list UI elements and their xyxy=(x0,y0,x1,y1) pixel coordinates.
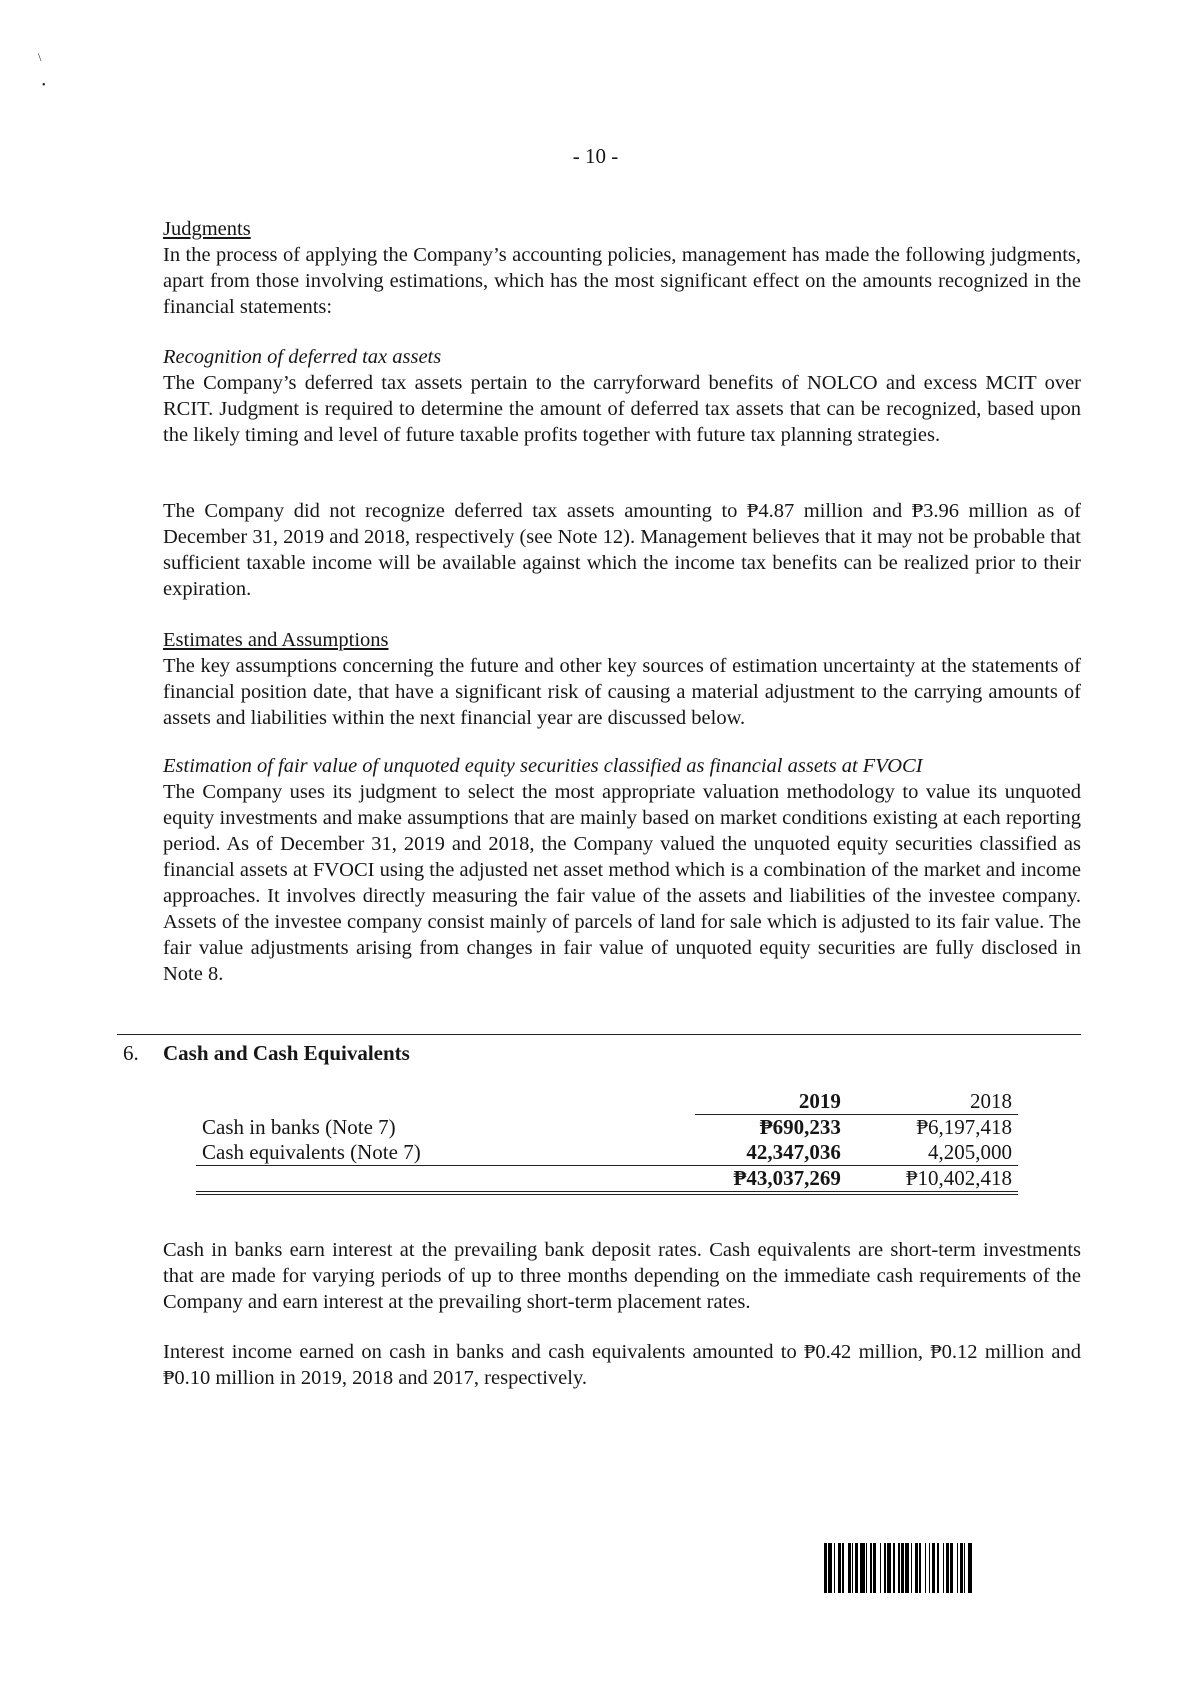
barcode-bar xyxy=(866,1543,867,1593)
section-divider xyxy=(117,1034,1081,1035)
fair-value-section xyxy=(163,753,1081,987)
barcode-bar xyxy=(838,1543,841,1593)
barcode-bar xyxy=(901,1543,904,1593)
barcode-bar xyxy=(884,1543,885,1593)
deferred-tax-paragraph-2: The Company did not recognize deferred tax assets amounting to ₱4.87 million and ₱3.96 million as of December 31, 2019 and 2018, respectively (see Note 12). Management believes that it may not be probable that sufficient taxable income will be available against which the income tax benefits can be realized prior to their expiration. xyxy=(163,500,1081,600)
barcode-bar xyxy=(848,1543,851,1593)
barcode-bar xyxy=(887,1543,891,1593)
barcode-bar xyxy=(880,1543,881,1593)
row-value-2019: 42,347,036 xyxy=(695,1140,846,1166)
section-6-heading xyxy=(123,1040,410,1066)
barcode xyxy=(824,1543,1084,1593)
judgments-intro: In the process of applying the Company’s accounting policies, management has made the following judgments, apart from those involving estimations, which has the most significant effect on the amounts recognized in the financial statements: xyxy=(163,244,1081,318)
barcode-bar xyxy=(950,1543,953,1593)
estimates-heading: Estimates and Assumptions xyxy=(163,629,389,651)
page-number: - 10 - xyxy=(572,144,619,168)
barcode-bar xyxy=(842,1543,843,1593)
deferred-tax-section xyxy=(163,344,1081,448)
fair-value-paragraph: The Company uses its judgment to select the most appropriate valuation methodology to value its unquoted equity investments and make assumptions that are mainly based on market conditions existing at each reporting period. As of December 31, 2019 and 2018, the Company valued the unquoted equity securities classified as financial assets at FVOCI using the adjusted net asset method which is a combination of the market and income approaches. It involves directly measuring the fair value of the assets and liabilities of the investee company. Assets of the investee company consist mainly of parcels of land for sale which is adjusted to its fair value. The fair value adjustments arising from changes in fair value of unquoted equity securities are fully disclosed in Note 8. xyxy=(163,781,1081,985)
barcode-bar xyxy=(893,1543,896,1593)
barcode-bar xyxy=(855,1543,858,1593)
table-row xyxy=(196,1115,1018,1141)
deferred-tax-paragraph-1: The Company’s deferred tax assets pertain to the carryforward benefits of NOLCO and excess MCIT over RCIT. Judgment is required to determine the amount of deferred tax assets that can be recognized, based upon the likely timing and level of future taxable profits together with future tax planning strategies. xyxy=(163,372,1081,446)
barcode-bar xyxy=(905,1543,909,1593)
barcode-bar xyxy=(828,1543,832,1593)
barcode-bar xyxy=(898,1543,899,1593)
barcode-bar xyxy=(957,1543,958,1593)
barcode-bar xyxy=(925,1543,926,1593)
cash-table xyxy=(196,1089,1018,1195)
barcode-bar xyxy=(860,1543,864,1593)
header-2018: 2018 xyxy=(847,1089,1018,1115)
scan-mark: \ xyxy=(38,50,42,64)
deferred-tax-paragraph-2-block xyxy=(163,498,1081,602)
row-value-2018: 4,205,000 xyxy=(847,1140,1018,1166)
barcode-bar xyxy=(943,1543,944,1593)
barcode-bar xyxy=(870,1543,871,1593)
estimates-section xyxy=(163,627,1081,731)
barcode-bar xyxy=(915,1543,918,1593)
deferred-tax-subheading: Recognition of deferred tax assets xyxy=(163,346,442,368)
barcode-bar xyxy=(834,1543,835,1593)
barcode-bar xyxy=(937,1543,938,1593)
barcode-bar xyxy=(932,1543,935,1593)
section-title: Cash and Cash Equivalents xyxy=(163,1041,410,1065)
barcode-bar xyxy=(824,1543,827,1593)
barcode-bar xyxy=(852,1543,853,1593)
header-2019: 2019 xyxy=(695,1089,846,1115)
cash-paragraph-2-block xyxy=(163,1339,1081,1391)
barcode-bar xyxy=(964,1543,965,1593)
barcode-bar xyxy=(919,1543,920,1593)
table-header-row xyxy=(196,1089,1018,1115)
fair-value-subheading: Estimation of fair value of unquoted equity securities classified as financial assets at FVOCI xyxy=(163,755,923,777)
total-2018: ₱10,402,418 xyxy=(847,1166,1018,1194)
section-number: 6. xyxy=(123,1041,139,1065)
barcode-bar xyxy=(946,1543,949,1593)
row-value-2018: ₱6,197,418 xyxy=(916,1115,1012,1139)
row-label: Cash equivalents (Note 7) xyxy=(196,1140,695,1166)
row-label: Cash in banks (Note 7) xyxy=(202,1114,396,1139)
barcode-bar xyxy=(960,1543,963,1593)
barcode-bar xyxy=(911,1543,912,1593)
cash-paragraph-1: Cash in banks earn interest at the prevailing bank deposit rates. Cash equivalents are short-term investments that are made for varying periods of up to three months depending on the immediate cash requirements of the Company and earn interest at the prevailing short-term placement rates. xyxy=(163,1239,1081,1313)
barcode-bar xyxy=(873,1543,876,1593)
cash-paragraph-2: Interest income earned on cash in banks and cash equivalents amounted to ₱0.42 million, ₱0.12 million and ₱0.10 million in 2019, 2018 and 2017, respectively. xyxy=(163,1341,1081,1389)
scan-dot: • xyxy=(42,80,46,91)
judgments-heading: Judgments xyxy=(163,218,251,240)
row-value-2019: ₱690,233 xyxy=(759,1115,841,1139)
cash-paragraph-1-block xyxy=(163,1237,1081,1315)
estimates-intro: The key assumptions concerning the future and other key sources of estimation uncertainty at the statements of financial position date, that have a significant risk of causing a material adjustment to the carrying amounts of assets and liabilities within the next financial year are discussed below. xyxy=(163,655,1081,729)
table-row xyxy=(196,1140,1018,1166)
barcode-bar xyxy=(929,1543,930,1593)
table-total-row xyxy=(196,1166,1018,1194)
judgments-section xyxy=(163,216,1081,320)
total-2019: ₱43,037,269 xyxy=(695,1166,846,1194)
barcode-bar xyxy=(968,1543,972,1593)
